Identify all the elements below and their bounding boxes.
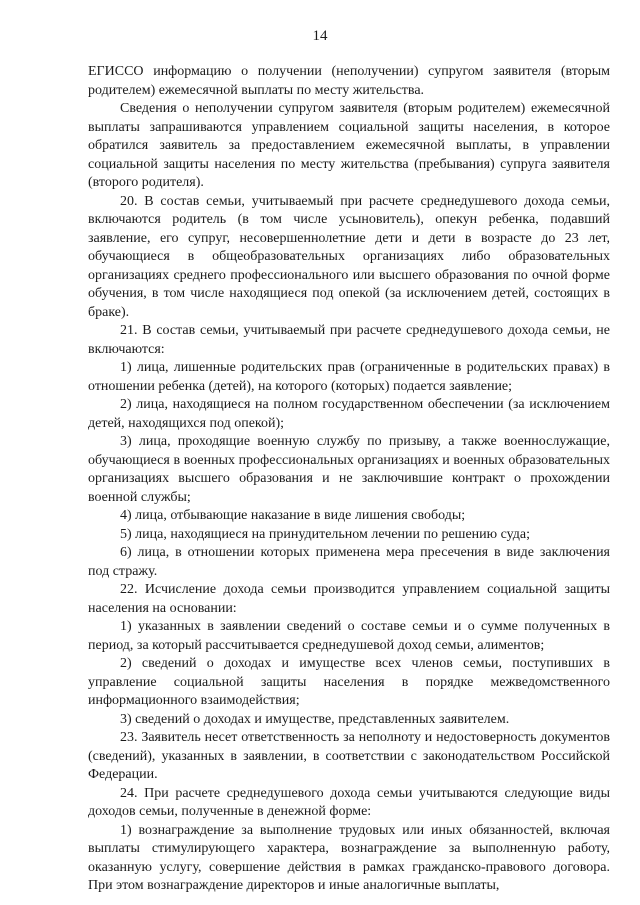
paragraph-clause-24: 24. При расчете среднедушевого дохода семьи учитываются следующие виды доходов семьи, полученные в денежной форме:: [88, 785, 610, 819]
list-item: 1) вознаграждение за выполнение трудовых или иных обязанностей, включая выплаты стимулирующего характера, вознаграждение за выполненную работу, оказанную услугу, совершение действия в рамках гражданско-правового договора. При этом вознаграждение директоров и иные аналогичные выплаты,: [88, 822, 610, 893]
list-item: 3) сведений о доходах и имуществе, представленных заявителем.: [120, 711, 510, 727]
list-item: 2) сведений о доходах и имуществе всех членов семьи, поступивших в управление социальной защиты населения в порядке межведомственного информационного взаимодействия;: [88, 656, 610, 708]
list-item: 5) лица, находящиеся на принудительном лечении по решению суда;: [120, 526, 530, 542]
list-item: 2) лица, находящиеся на полном государственном обеспечении (за исключением детей, находящихся под опекой);: [88, 397, 610, 431]
paragraph-clause-21: 21. В состав семьи, учитываемый при расчете среднедушевого дохода семьи, не включаются:: [88, 323, 610, 357]
list-item: 6) лица, в отношении которых применена мера пресечения в виде заключения под стражу.: [88, 545, 610, 579]
list-item: 1) указанных в заявлении сведений о составе семьи и о сумме полученных в период, за который рассчитывается среднедушевой доход семьи, алиментов;: [88, 619, 610, 653]
paragraph-continuation: ЕГИССО информацию о получении (неполучении) супругом заявителя (вторым родителем) ежемесячной выплаты по месту жительства.: [88, 64, 610, 98]
list-item: 1) лица, лишенные родительских прав (ограниченные в родительских правах) в отношении ребенка (детей), на которого (которых) подается заявление;: [88, 360, 610, 394]
list-item: 4) лица, отбывающие наказание в виде лишения свободы;: [120, 508, 466, 523]
paragraph: Сведения о неполучении супругом заявителя (вторым родителем) ежемесячной выплаты запрашиваются управлением социальной защиты населения, в которое обратился заявитель за предоставлением ежемесячной выплаты, в управлении социальной защиты населения по месту жительства (пребывания) супруга заявителя (второго родителя).: [88, 101, 610, 190]
paragraph-clause-20: 20. В состав семьи, учитываемый при расчете среднедушевого дохода семьи, включаются родитель (в том числе усыновитель), опекун ребенка, подавший заявление, его супруг, несовершеннолетние дети и дети в возрасте до 23 лет, обучающиеся в общеобразовательных организациях либо образовательных организациях среднего профессионального или высшего образования по очной форме обучения, в том числе находящиеся под опекой (за исключением детей, состоящих в браке).: [88, 193, 610, 320]
page-number: 14: [312, 28, 328, 44]
paragraph-clause-22: 22. Исчисление дохода семьи производится управлением социальной защиты населения на основании:: [88, 582, 610, 616]
document-body: [88, 63, 610, 896]
list-item: 3) лица, проходящие военную службу по призыву, а также военнослужащие, обучающиеся в военных профессиональных организациях и военных образовательных организациях высшего образования и не заключившие контракт о прохождении военной службы;: [88, 434, 610, 505]
paragraph-clause-23: 23. Заявитель несет ответственность за неполноту и недостоверность документов (сведений), указанных в заявлении, в соответствии с законодательством Российской Федерации.: [88, 730, 610, 782]
